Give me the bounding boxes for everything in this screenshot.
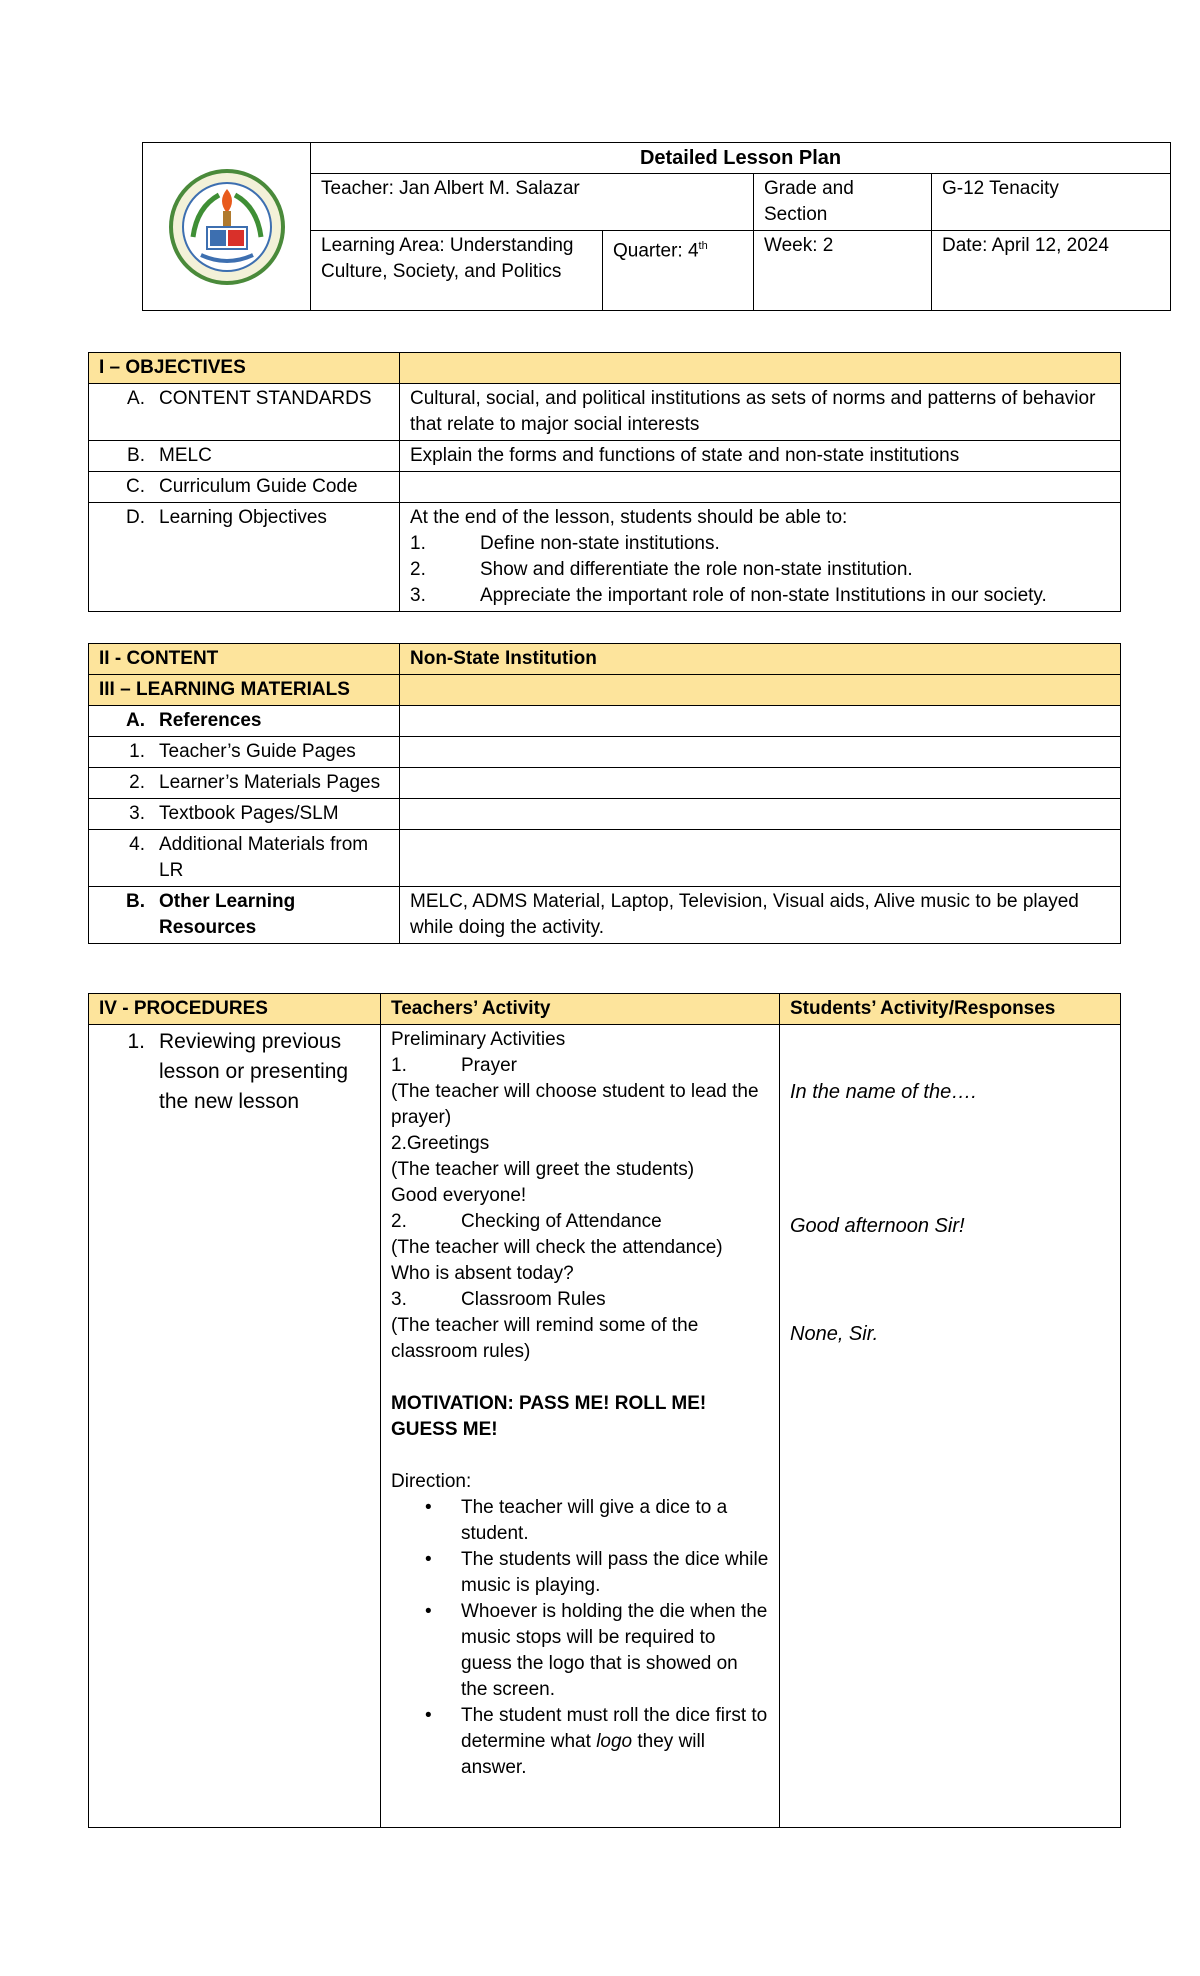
attendance-say: Who is absent today?: [391, 1263, 574, 1284]
student-response: In the name of the….: [790, 1081, 977, 1103]
objectives-heading: I – OBJECTIVES: [89, 353, 400, 384]
list-item: 2. Checking of Attendance: [391, 1211, 662, 1232]
lesson-date: Date: April 12, 2024: [932, 231, 1171, 311]
material-value: [400, 799, 1121, 830]
greetings-note: (The teacher will greet the students): [391, 1159, 695, 1180]
material-label: B. Other Learning Resources: [89, 887, 400, 944]
quarter: Quarter: 4th: [603, 231, 754, 311]
learning-area: Learning Area: Understanding Culture, Society, and Politics: [311, 231, 603, 311]
student-activity-heading: Students’ Activity/Responses: [780, 994, 1121, 1025]
procedure-step: 1. Reviewing previous lesson or presenting the new lesson: [89, 1025, 381, 1828]
motivation-title: MOTIVATION: PASS ME! ROLL ME! GUESS ME!: [391, 1393, 707, 1440]
material-value: [400, 768, 1121, 799]
material-value: [400, 706, 1121, 737]
content-table: [88, 643, 1121, 944]
student-response: None, Sir.: [790, 1323, 879, 1345]
procedures-table: [88, 993, 1121, 1828]
materials-heading: III – LEARNING MATERIALS: [89, 675, 400, 706]
objective-value: [400, 472, 1121, 503]
direction-list: [391, 1495, 769, 1781]
material-label: 3. Textbook Pages/SLM: [89, 799, 400, 830]
teacher-name: Teacher: Jan Albert M. Salazar: [311, 174, 754, 231]
objectives-table: [88, 352, 1121, 612]
material-label: 1. Teacher’s Guide Pages: [89, 737, 400, 768]
teacher-activity-heading: Teachers’ Activity: [381, 994, 780, 1025]
teacher-activity-cell: [381, 1025, 780, 1828]
rules-note: (The teacher will remind some of the classroom rules): [391, 1315, 699, 1362]
objectives-intro: At the end of the lesson, students should be able to:: [410, 507, 848, 528]
material-label: 2. Learner’s Materials Pages: [89, 768, 400, 799]
list-item: 1. Define non-state institutions.: [410, 533, 720, 554]
material-value: [400, 737, 1121, 768]
list-item: • The students will pass the dice while music is playing.: [425, 1549, 769, 1596]
procedures-heading: IV - PROCEDURES: [89, 994, 381, 1025]
student-activity-cell: [780, 1025, 1121, 1828]
material-value: [400, 830, 1121, 887]
plan-title: Detailed Lesson Plan: [311, 143, 1171, 174]
list-item: • Whoever is holding the die when the music stops will be required to guess the logo that is showed on the screen.: [425, 1601, 768, 1700]
attendance-note: (The teacher will check the attendance): [391, 1237, 723, 1258]
objective-label: B. MELC: [89, 441, 400, 472]
school-logo-cell: [143, 143, 311, 311]
direction-label: Direction:: [391, 1471, 472, 1492]
list-item: 2. Show and differentiate the role non-state institution.: [410, 559, 913, 580]
content-heading: II - CONTENT: [89, 644, 400, 675]
objective-label: D. Learning Objectives: [89, 503, 400, 612]
greetings-say: Good everyone!: [391, 1185, 527, 1206]
prayer-note: (The teacher will choose student to lead the prayer): [391, 1081, 759, 1128]
objective-label: C. Curriculum Guide Code: [89, 472, 400, 503]
grade-value: G-12 Tenacity: [932, 174, 1171, 231]
objectives-heading-value: [400, 353, 1121, 384]
preliminary-activities: Preliminary Activities: [391, 1029, 566, 1050]
objective-value: Explain the forms and functions of state and non-state institutions: [400, 441, 1121, 472]
materials-heading-value: [400, 675, 1121, 706]
content-value: Non-State Institution: [400, 644, 1121, 675]
material-value: MELC, ADMS Material, Laptop, Television, Visual aids, Alive music to be played while doing the activity.: [400, 887, 1121, 944]
learning-objectives-cell: [400, 503, 1121, 612]
grade-label: Grade and Section: [754, 174, 932, 231]
student-response: Good afternoon Sir!: [790, 1215, 965, 1237]
week: Week: 2: [754, 231, 932, 311]
list-item: • The student must roll the dice first to determine what logo they will answer.: [425, 1705, 768, 1778]
school-logo: [167, 167, 287, 287]
objective-value: Cultural, social, and political institutions as sets of norms and patterns of behavior that relate to major social interests: [400, 384, 1121, 441]
list-item: 3. Classroom Rules: [391, 1289, 606, 1310]
list-item: 1. Prayer: [391, 1055, 517, 1076]
greetings: 2.Greetings: [391, 1133, 490, 1154]
material-label: A. References: [89, 706, 400, 737]
list-item: • The teacher will give a dice to a student.: [425, 1497, 728, 1544]
material-label: 4. Additional Materials from LR: [89, 830, 400, 887]
objective-label: A. CONTENT STANDARDS: [89, 384, 400, 441]
header-table: [142, 142, 1171, 311]
list-item: 3. Appreciate the important role of non-state Institutions in our society.: [410, 585, 1047, 606]
